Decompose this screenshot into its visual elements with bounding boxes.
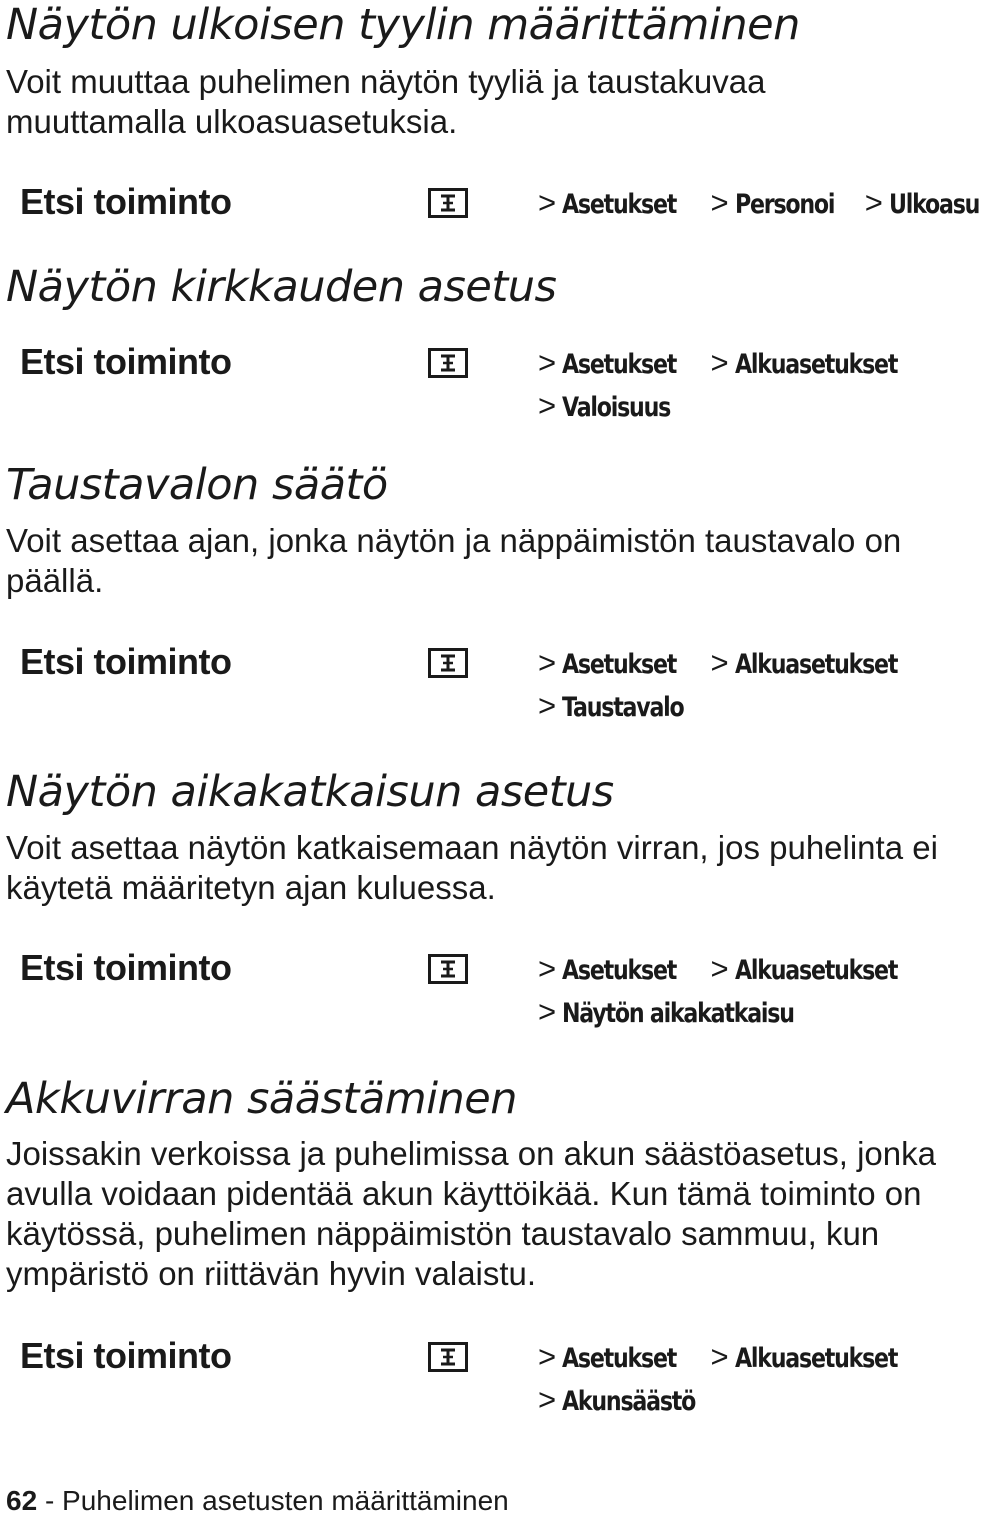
path-item: Alkuasetukset — [734, 1343, 897, 1374]
heading-backlight: Taustavalon säätö — [6, 460, 388, 510]
heading-timeout: Näytön aikakatkaisun asetus — [6, 767, 614, 817]
path-item: Asetukset — [562, 349, 677, 380]
find-feature-label: Etsi toiminto — [20, 947, 232, 988]
path-item: Asetukset — [562, 955, 677, 986]
path-item: Akunsäästö — [562, 1386, 696, 1417]
path-separator: > — [538, 1382, 557, 1417]
path-item: Alkuasetukset — [734, 955, 897, 986]
path-separator: > — [710, 645, 729, 680]
heading-battery: Akkuvirran säästäminen — [6, 1074, 518, 1124]
menu-key-icon — [428, 954, 468, 984]
path-separator: > — [538, 388, 557, 423]
footer-dash: - — [44, 1485, 55, 1516]
menu-key-icon — [428, 1342, 468, 1372]
body-display-style: Voit muuttaa puhelimen näytön tyyliä ja taustakuvaa muuttamalla ulkoasuasetuksia. — [6, 63, 766, 140]
menu-path — [538, 948, 932, 1034]
nav-backlight — [0, 642, 960, 732]
menu-key-icon — [428, 188, 468, 218]
path-item: Taustavalo — [562, 692, 684, 723]
path-separator: > — [538, 185, 557, 220]
path-separator: > — [538, 1339, 557, 1374]
body-backlight: Voit asettaa ajan, jonka näytön ja näppäimistön taustavalo on päällä. — [6, 522, 902, 599]
page-footer — [6, 1484, 509, 1518]
find-feature-label: Etsi toiminto — [20, 641, 232, 682]
path-item: Asetukset — [562, 1343, 677, 1374]
menu-path — [538, 642, 932, 728]
path-separator: > — [864, 185, 883, 220]
find-feature-label: Etsi toiminto — [20, 341, 232, 382]
path-separator: > — [538, 994, 557, 1029]
nav-brightness — [0, 342, 960, 432]
menu-path — [538, 1336, 932, 1422]
find-feature-label: Etsi toiminto — [20, 1335, 232, 1376]
path-item: Asetukset — [562, 189, 677, 220]
heading-brightness: Näytön kirkkauden asetus — [6, 262, 557, 312]
path-item: Näytön aikakatkaisu — [562, 998, 794, 1029]
path-separator: > — [710, 345, 729, 380]
path-item: Personoi — [734, 189, 834, 220]
path-item: Alkuasetukset — [734, 349, 897, 380]
path-item: Alkuasetukset — [734, 649, 897, 680]
menu-path — [538, 182, 999, 225]
body-timeout: Voit asettaa näytön katkaisemaan näytön virran, jos puhelinta ei käytetä määritetyn ajan kuluessa. — [6, 829, 938, 906]
menu-key-icon — [428, 348, 468, 378]
nav-display-style — [0, 181, 980, 272]
heading-display-style: Näytön ulkoisen tyylin määrittäminen — [6, 0, 800, 50]
menu-key-icon — [428, 648, 468, 678]
page-number: 62 — [6, 1485, 38, 1516]
chapter-title: Puhelimen asetusten määrittäminen — [62, 1485, 509, 1516]
body-battery: Joissakin verkoissa ja puhelimissa on akun säästöasetus, jonka avulla voidaan pidentää akun käyttöikää. Kun tämä toiminto on käytössä, puhelimen näppäimistön taustavalo sammuu, kun ympäristö on riittävän hyvin valaistu. — [6, 1135, 936, 1292]
path-separator: > — [710, 185, 729, 220]
nav-timeout — [0, 948, 960, 1038]
path-item: Ulkoasu — [888, 189, 980, 220]
path-separator: > — [710, 1339, 729, 1374]
menu-path — [538, 342, 932, 428]
nav-battery — [0, 1336, 960, 1426]
path-item: Asetukset — [562, 649, 677, 680]
path-separator: > — [710, 951, 729, 986]
path-item: Valoisuus — [562, 392, 671, 423]
find-feature-label: Etsi toiminto — [20, 181, 232, 222]
path-separator: > — [538, 345, 557, 380]
path-separator: > — [538, 951, 557, 986]
path-separator: > — [538, 688, 557, 723]
path-separator: > — [538, 645, 557, 680]
